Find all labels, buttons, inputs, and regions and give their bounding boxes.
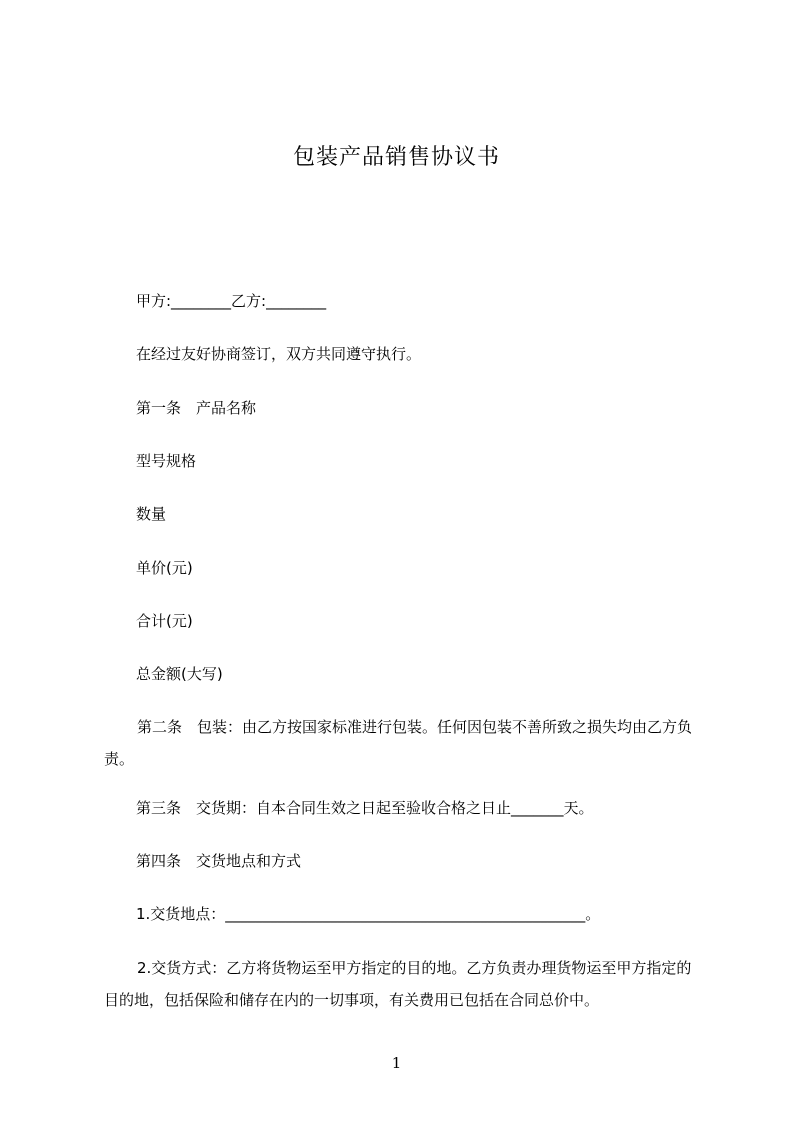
article4-heading: 第四条 交货地点和方式	[136, 852, 302, 870]
article2-paragraph: 第二条 包装：由乙方按国家标准进行包装。任何因包装不善所致之损失均由乙方负责。	[104, 718, 693, 768]
article1-heading: 第一条 产品名称	[136, 399, 257, 417]
field-total-amount: 总金额(大写)	[136, 665, 223, 683]
article4-item1: 1.交货地点：________________________________________________。	[136, 905, 601, 923]
field-unit-price: 单价(元)	[136, 559, 193, 577]
document-title: 包装产品销售协议书	[292, 145, 500, 170]
article4-item2: 2.交货方式：乙方将货物运至甲方指定的目的地。乙方负责办理货物运至甲方指定的目的地，包括保险和储存在内的一切事项，有关费用已包括在合同总价中。	[104, 959, 692, 1009]
field-subtotal: 合计(元)	[136, 612, 193, 630]
intro-line: 在经过友好协商签订，双方共同遵守执行。	[136, 345, 422, 363]
parties-line: 甲方:________乙方:________	[136, 292, 327, 310]
page-number: 1	[391, 1054, 402, 1072]
field-model-spec: 型号规格	[136, 452, 197, 470]
field-quantity: 数量	[136, 505, 167, 523]
article3-line: 第三条 交货期：自本合同生效之日起至验收合格之日止_______天。	[136, 799, 594, 817]
